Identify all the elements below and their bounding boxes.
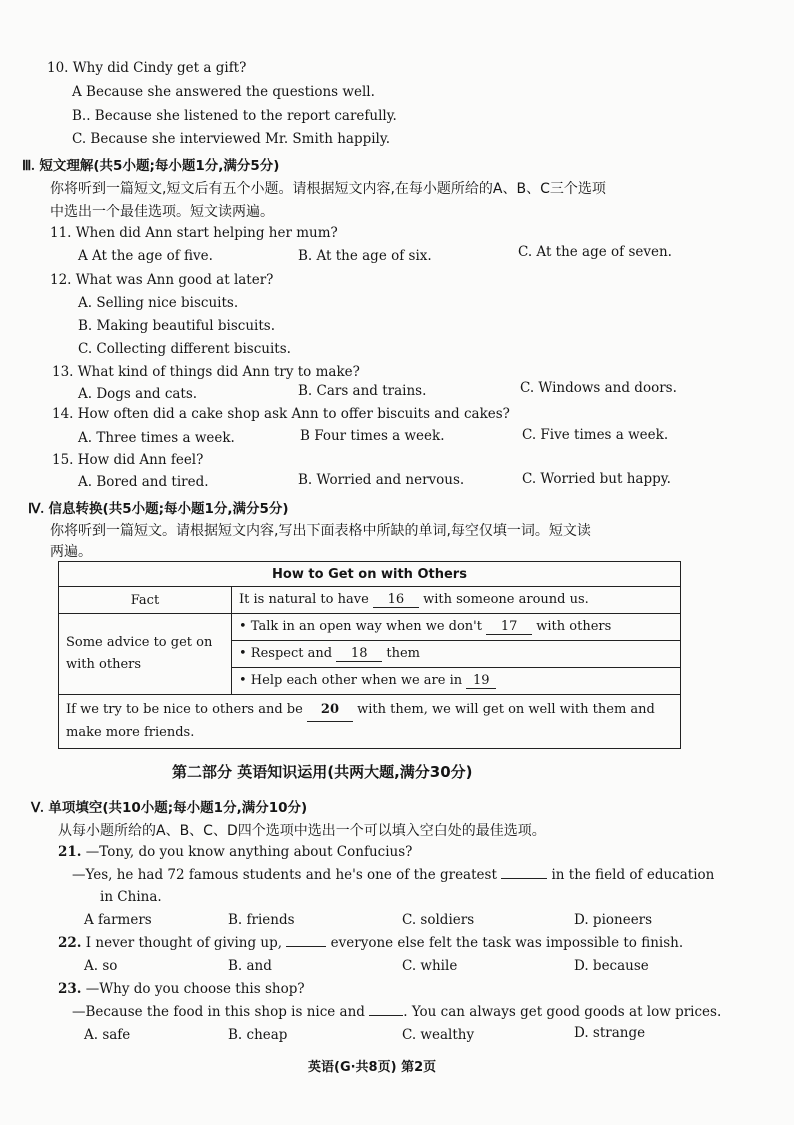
question-11-option-a: A At the age of five. [78,248,213,264]
question-21-blank[interactable] [501,878,547,879]
question-12-option-a: A. Selling nice biscuits. [78,295,239,311]
section-3-instruction-1: 你将听到一篇短文,短文后有五个小题。请根据短文内容,在每小题所给的A、B、C三个选项 [50,181,606,197]
question-21-line-1: 21. —Tony, do you know anything about Confucius? [58,844,413,860]
question-13-option-c: C. Windows and doors. [520,380,677,396]
question-12-stem: 12. What was Ann good at later? [50,272,274,288]
question-22-line-1: 22. I never thought of giving up, everyone else felt the task was impossible to finish. [58,935,684,951]
section-4-instruction-2: 两遍。 [50,544,92,560]
question-22-option-b: B. and [228,958,272,974]
question-23-option-c: C. wealthy [402,1027,475,1043]
section-5-instruction: 从每小题所给的A、B、C、D四个选项中选出一个可以填入空白处的最佳选项。 [58,823,546,839]
advice-row-2-text-b: them [386,646,420,661]
question-14-option-b: B Four times a week. [300,428,445,444]
summary-cell [59,695,681,749]
question-22-option-d: D. because [574,958,649,974]
question-21-line-2: —Yes, he had 72 famous students and he's one of the greatest in the field of education [72,867,715,883]
question-23-option-a: A. safe [84,1027,131,1043]
page-footer: 英语(G·共8页) 第2页 [308,1060,437,1075]
blank-18[interactable]: 18 [336,646,382,662]
advice-row-3 [232,668,681,695]
section-3-instruction-2: 中选出一个最佳选项。短文读两遍。 [50,204,274,220]
info-transfer-table [58,561,681,749]
section-5-heading: Ⅴ. 单项填空(共10小题;每小题1分,满分10分) [31,800,308,816]
fact-cell [232,587,681,614]
question-22-option-c: C. while [402,958,458,974]
question-21-option-c: C. soldiers [402,912,475,928]
question-10-option-b: B.. Because she listened to the report carefully. [72,108,397,124]
question-14-option-c: C. Five times a week. [522,427,669,443]
advice-row-1 [232,614,681,641]
question-11-option-c: C. At the age of seven. [518,244,672,260]
fact-label: Fact [59,587,232,614]
section-4-instruction-1: 你将听到一篇短文。请根据短文内容,写出下面表格中所缺的单词,每空仅填一词。短文读 [50,523,591,539]
question-15-option-c: C. Worried but happy. [522,471,671,487]
question-12-option-c: C. Collecting different biscuits. [78,341,291,357]
question-11-option-b: B. At the age of six. [298,248,432,264]
advice-row-2-text-a: • Respect and [239,646,333,661]
fact-text-a: It is natural to have [239,592,369,607]
question-13-option-a: A. Dogs and cats. [78,386,198,402]
question-21-option-d: D. pioneers [574,912,653,928]
advice-row-2 [232,641,681,668]
question-21-line-3: in China. [100,889,162,905]
fact-text-b: with someone around us. [423,592,589,607]
question-21-option-a: A farmers [84,912,152,928]
question-14-stem: 14. How often did a cake shop ask Ann to offer biscuits and cakes? [52,406,510,422]
blank-20[interactable]: 20 [307,699,353,722]
question-23-option-d: D. strange [574,1025,646,1041]
question-22-option-a: A. so [84,958,118,974]
table-title: How to Get on with Others [59,562,681,587]
blank-16[interactable]: 16 [373,592,419,608]
question-23-line-1: 23. —Why do you choose this shop? [58,981,305,997]
advice-row-1-text-b: with others [536,619,612,634]
part-2-title: 第二部分 英语知识运用(共两大题,满分30分) [172,763,473,781]
question-10-option-a: A Because she answered the questions well. [72,84,375,100]
summary-text-b: with them, we will get on well with them and make more friends. [66,702,655,740]
question-15-option-a: A. Bored and tired. [78,474,209,490]
question-12-option-b: B. Making beautiful biscuits. [78,318,276,334]
question-23-line-2: —Because the food in this shop is nice and . You can always get good goods at low prices. [72,1004,722,1020]
question-10-stem: 10. Why did Cindy get a gift? [47,60,247,76]
advice-row-3-text-a: • Help each other when we are in [239,673,463,688]
question-23-option-b: B. cheap [228,1027,288,1043]
question-10-option-c: C. Because she interviewed Mr. Smith happily. [72,131,390,147]
advice-row-1-text-a: • Talk in an open way when we don't [239,619,482,634]
summary-text-a: If we try to be nice to others and be [66,702,303,717]
question-13-option-b: B. Cars and trains. [298,383,427,399]
blank-17[interactable]: 17 [486,619,532,635]
question-15-option-b: B. Worried and nervous. [298,472,465,488]
question-21-option-b: B. friends [228,912,295,928]
advice-label: Some advice to get on with others [59,614,232,695]
section-4-heading: Ⅳ. 信息转换(共5小题;每小题1分,满分5分) [28,501,289,517]
section-3-heading: Ⅲ. 短文理解(共5小题;每小题1分,满分5分) [22,158,280,174]
question-14-option-a: A. Three times a week. [78,430,235,446]
question-13-stem: 13. What kind of things did Ann try to make? [52,364,360,380]
question-11-stem: 11. When did Ann start helping her mum? [50,225,338,241]
question-23-blank[interactable] [369,1015,403,1016]
question-15-stem: 15. How did Ann feel? [52,452,204,468]
blank-19[interactable]: 19 [466,673,496,689]
question-22-blank[interactable] [286,946,326,947]
